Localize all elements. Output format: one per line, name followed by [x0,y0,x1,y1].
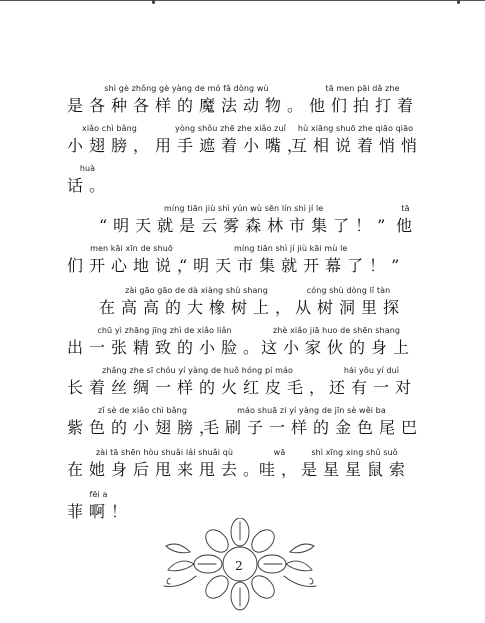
hanzi: 在她身后甩来甩去。 [67,460,266,479]
pinyin: míng tiān shì jí jiù kāi mù le [233,244,348,253]
pinyin: huà [79,164,96,173]
text-segment [326,364,417,399]
hanzi: 菲啊！ [67,502,134,521]
hanzi: 在高高的大橡树上， [99,298,298,317]
text-segment [64,488,133,523]
pinyin: shì xīng xing shǔ suǒ [311,448,398,457]
pinyin: chū yì zhāng jīng zhì de xiǎo liǎn [97,326,232,335]
hanzi: “明天就是云雾森林市集了！” [99,216,392,235]
text-segment [393,202,418,237]
pinyin: fēi a [89,490,108,499]
hanzi: 互相说着悄悄 [291,136,424,155]
pinyin: xiǎo chì bǎng [82,124,137,133]
hanzi: 小翅膀， [67,136,156,155]
text-line [0,202,485,236]
hanzi: “明天市集就开幕了！” [179,256,406,275]
pinyin: míng tiān jiù shì yún wù sēn lín shì jí le [164,204,324,213]
hanzi: 用手遮着小嘴， [155,136,310,155]
text-segment [258,324,415,359]
hanzi: 紫色的小翅膀， [67,418,222,437]
text-line [0,284,485,318]
pinyin: zài gāo gāo de dà xiàng shù shang [125,286,268,295]
text-segment [256,446,303,481]
pinyin: máo shuā zi yí yàng de jīn sè wěi ba [237,406,386,415]
text-segment [292,284,405,319]
hanzi: 从树洞里探 [295,298,406,317]
text-segment [96,284,297,319]
hanzi: 还有一对 [329,378,418,397]
text-segment [200,404,423,439]
hanzi: 毛刷子一样的金色尾巴 [203,418,424,437]
hanzi: 是星星鼠索 [301,460,412,479]
page-number: 2 [235,559,243,573]
hanzi: 他们拍打着 [309,96,420,115]
top-mark-right [457,0,460,4]
text-line [0,404,485,438]
text-line [0,242,485,276]
pinyin: yòng shǒu zhē zhe xiǎo zuǐ [175,124,286,133]
pinyin: zài tā shēn hòu shuǎi lái shuǎi qù [95,448,234,457]
pinyin: shì gè zhǒng gè yàng de mó fǎ dòng wù [104,84,269,93]
text-line [0,446,485,480]
text-segment [306,82,419,117]
text-segment [64,82,309,117]
text-segment [64,324,265,359]
text-line [0,162,485,196]
text-line [0,488,485,522]
pinyin: zǐ sè de xiǎo chì bǎng [98,406,188,415]
pinyin: wā [273,448,286,457]
text-segment [64,162,111,197]
hanzi: 们开心地说， [67,256,200,275]
text-segment [64,446,265,481]
text-segment [64,122,155,157]
hanzi: 出一张精致的小脸。 [67,338,266,357]
top-rule [0,0,485,1]
top-mark-left [152,0,155,4]
hanzi: 他 [396,216,419,235]
pinyin: tā men pāi dǎ zhe [325,84,400,93]
hanzi: 长着丝绸一样的火红皮毛， [67,378,332,397]
text-segment [152,122,309,157]
text-segment [64,364,331,399]
hanzi: 这小家伙的身上 [261,338,416,357]
pinyin: hái yǒu yí duì [343,366,400,375]
text-segment [176,242,405,277]
pinyin: men kāi xīn de shuō [90,244,173,253]
pinyin: zhǎng zhe sī chóu yí yàng de huǒ hóng pí máo [102,366,293,375]
text-line [0,324,485,358]
pinyin: tā [401,204,410,213]
hanzi: 是各种各样的魔法动物。 [67,96,310,115]
hanzi: 哇， [259,460,304,479]
text-segment [64,404,221,439]
pinyin: cóng shù dòng lǐ tàn [306,286,391,295]
pinyin: zhè xiǎo jiā huo de shēn shang [272,326,401,335]
text-line [0,364,485,398]
text-line [0,82,485,116]
text-segment [298,446,411,481]
text-segment [288,122,423,157]
text-line [0,122,485,156]
text-segment [96,202,391,237]
pinyin: hù xiāng shuō zhe qiāo qiāo [297,124,414,133]
hanzi: 话。 [67,176,112,195]
